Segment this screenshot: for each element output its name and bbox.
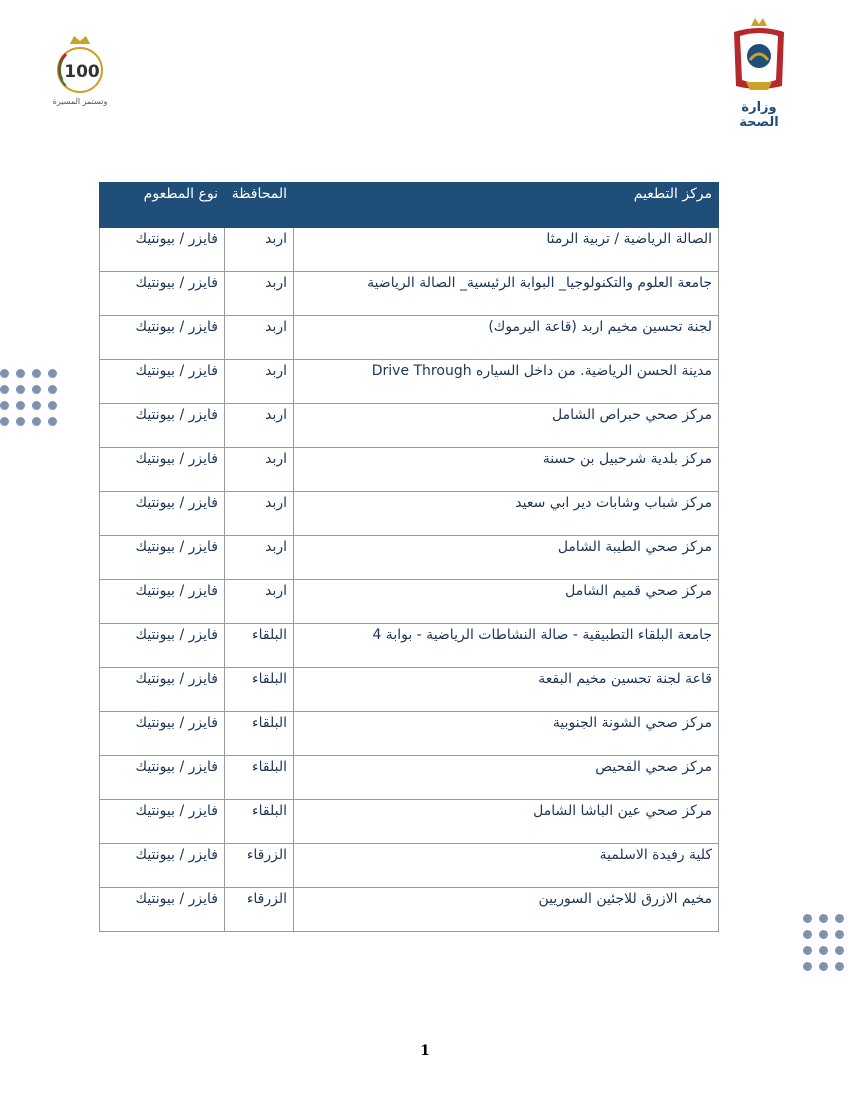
vaccination-center-cell: مدينة الحسن الرياضية. من داخل السياره Drive Through	[294, 360, 719, 404]
svg-text:100: 100	[64, 62, 100, 82]
vaccination-center-cell: مركز صحي حبراص الشامل	[294, 404, 719, 448]
decorative-dot	[32, 417, 41, 426]
governorate-cell: البلقاء	[225, 624, 294, 668]
vaccine-type-cell: فايزر / بيونتيك	[100, 316, 225, 360]
governorate-cell: اربد	[225, 228, 294, 272]
decorative-dot	[803, 930, 812, 939]
vaccination-center-cell: مركز صحي الطيبة الشامل	[294, 536, 719, 580]
vaccine-type-cell: فايزر / بيونتيك	[100, 360, 225, 404]
decorative-dots-right	[803, 914, 850, 971]
decorative-dot	[48, 401, 57, 410]
decorative-dot	[0, 417, 9, 426]
decorative-dot	[32, 401, 41, 410]
decorative-dot	[48, 385, 57, 394]
vaccine-type-cell: فايزر / بيونتيك	[100, 712, 225, 756]
centennial-tagline: وتستمر المسيرة	[52, 97, 108, 106]
decorative-dot	[0, 369, 9, 378]
decorative-dot	[835, 914, 844, 923]
decorative-dot	[32, 385, 41, 394]
decorative-dot	[803, 914, 812, 923]
header-governorate: المحافظة	[225, 183, 294, 228]
decorative-dot	[819, 946, 828, 955]
decorative-dot	[819, 930, 828, 939]
table-row	[100, 668, 719, 712]
vaccine-type-cell: فايزر / بيونتيك	[100, 624, 225, 668]
centennial-logo	[48, 30, 112, 110]
vaccination-center-cell: الصالة الرياضية / تربية الرمثا	[294, 228, 719, 272]
governorate-cell: البلقاء	[225, 756, 294, 800]
table-row	[100, 404, 719, 448]
governorate-cell: البلقاء	[225, 800, 294, 844]
decorative-dot	[819, 962, 828, 971]
governorate-cell: الزرقاء	[225, 888, 294, 932]
decorative-dot	[803, 946, 812, 955]
vaccine-type-cell: فايزر / بيونتيك	[100, 404, 225, 448]
vaccine-type-cell: فايزر / بيونتيك	[100, 668, 225, 712]
vaccination-center-cell: كلية رفيدة الاسلمية	[294, 844, 719, 888]
governorate-cell: اربد	[225, 536, 294, 580]
vaccination-center-cell: مركز شباب وشابات دير ابي سعيد	[294, 492, 719, 536]
decorative-dot	[16, 385, 25, 394]
vaccination-center-cell: مركز بلدية شرحبيل بن حسنة	[294, 448, 719, 492]
decorative-dot	[819, 914, 828, 923]
table-header-row	[100, 183, 719, 228]
vaccination-center-cell: مركز صحي عين الباشا الشامل	[294, 800, 719, 844]
table-row	[100, 272, 719, 316]
vaccine-type-cell: فايزر / بيونتيك	[100, 272, 225, 316]
table-row	[100, 888, 719, 932]
table-row	[100, 624, 719, 668]
decorative-dot	[32, 369, 41, 378]
table-row	[100, 844, 719, 888]
decorative-dot	[16, 417, 25, 426]
vaccination-center-cell: مركز صحي قميم الشامل	[294, 580, 719, 624]
decorative-dot	[803, 962, 812, 971]
ministry-logo	[720, 16, 798, 130]
decorative-dot	[48, 369, 57, 378]
vaccination-center-cell: جامعة العلوم والتكنولوجيا_ البوابة الرئيسية_ الصالة الرياضية	[294, 272, 719, 316]
governorate-cell: اربد	[225, 360, 294, 404]
table-row	[100, 360, 719, 404]
decorative-dot	[835, 930, 844, 939]
page-number: 1	[420, 1043, 430, 1059]
table-row	[100, 756, 719, 800]
vaccine-type-cell: فايزر / بيونتيك	[100, 536, 225, 580]
vaccine-type-cell: فايزر / بيونتيك	[100, 756, 225, 800]
governorate-cell: اربد	[225, 448, 294, 492]
vaccine-type-cell: فايزر / بيونتيك	[100, 492, 225, 536]
vaccination-center-cell: لجنة تحسين مخيم اربد (قاعة اليرموك)	[294, 316, 719, 360]
jordan-coat-of-arms-icon	[720, 16, 798, 96]
table-row	[100, 448, 719, 492]
table-row	[100, 536, 719, 580]
decorative-dot	[0, 401, 9, 410]
decorative-dots-left	[0, 369, 57, 426]
decorative-dot	[16, 401, 25, 410]
vaccination-centers-table	[99, 182, 719, 932]
decorative-dot	[835, 946, 844, 955]
table-row	[100, 492, 719, 536]
vaccination-center-cell: مخيم الازرق للاجئين السوريين	[294, 888, 719, 932]
governorate-cell: اربد	[225, 492, 294, 536]
vaccine-type-cell: فايزر / بيونتيك	[100, 888, 225, 932]
governorate-cell: البلقاء	[225, 712, 294, 756]
governorate-cell: اربد	[225, 272, 294, 316]
vaccination-center-cell: مركز صحي الشونة الجنوبية	[294, 712, 719, 756]
decorative-dot	[16, 369, 25, 378]
decorative-dot	[48, 417, 57, 426]
vaccination-center-cell: مركز صحي الفحيص	[294, 756, 719, 800]
vaccine-type-cell: فايزر / بيونتيك	[100, 448, 225, 492]
table-row	[100, 228, 719, 272]
vaccination-center-cell: جامعة البلقاء التطبيقية - صالة النشاطات الرياضية - بوابة 4	[294, 624, 719, 668]
governorate-cell: اربد	[225, 404, 294, 448]
governorate-cell: البلقاء	[225, 668, 294, 712]
decorative-dot	[835, 962, 844, 971]
vaccination-center-cell: قاعة لجنة تحسين مخيم البقعة	[294, 668, 719, 712]
governorate-cell: الزرقاء	[225, 844, 294, 888]
vaccine-type-cell: فايزر / بيونتيك	[100, 580, 225, 624]
table-row	[100, 316, 719, 360]
header-vaccine-type: نوع المطعوم	[100, 183, 225, 228]
centennial-emblem-icon	[48, 30, 112, 96]
table-row	[100, 712, 719, 756]
governorate-cell: اربد	[225, 580, 294, 624]
ministry-name: وزارة الصحة	[739, 100, 779, 130]
vaccine-type-cell: فايزر / بيونتيك	[100, 228, 225, 272]
header-vaccination-center: مركز التطعيم	[294, 183, 719, 228]
table-row	[100, 800, 719, 844]
decorative-dot	[0, 385, 9, 394]
governorate-cell: اربد	[225, 316, 294, 360]
vaccine-type-cell: فايزر / بيونتيك	[100, 844, 225, 888]
vaccine-type-cell: فايزر / بيونتيك	[100, 800, 225, 844]
table-row	[100, 580, 719, 624]
